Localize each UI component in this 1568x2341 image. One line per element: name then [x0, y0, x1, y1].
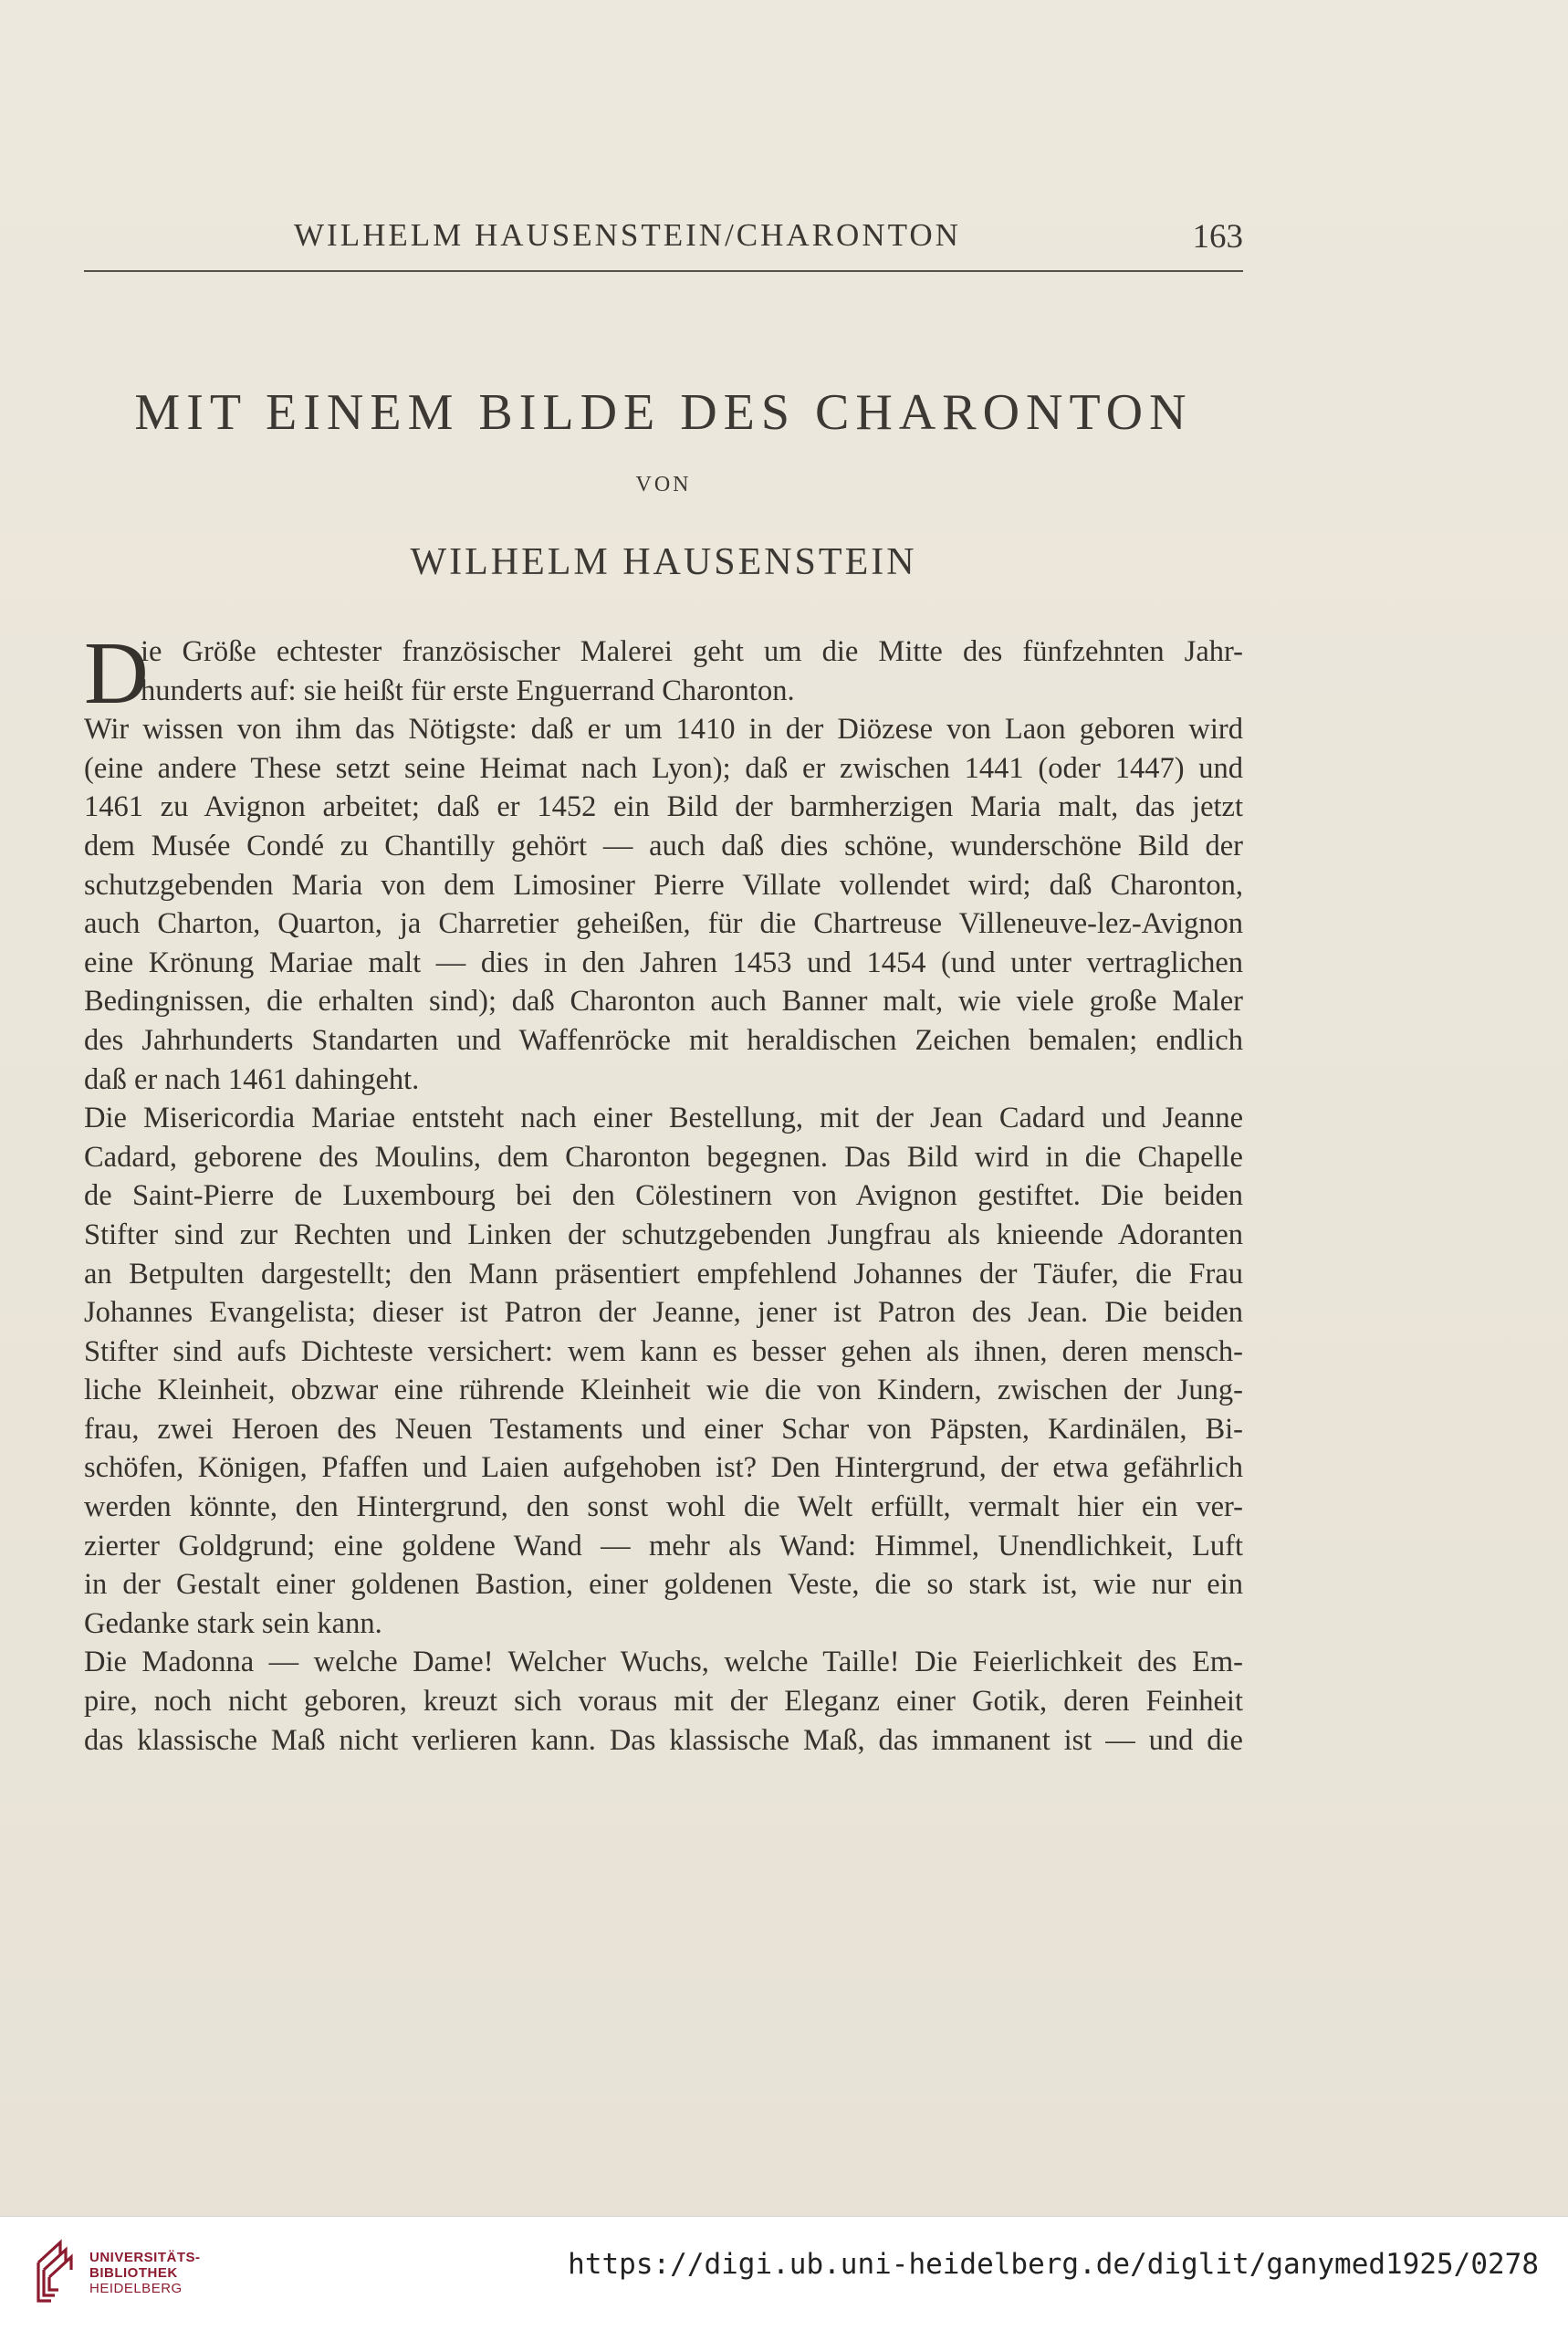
- text-line: Gedanke stark sein kann.: [84, 1606, 382, 1640]
- text-line: des Jahrhunderts Standarten und Waffenröcke mit heraldischen Zeichen bemalen; endlich: [84, 1023, 1243, 1057]
- article-title: MIT EINEM BILDE DES CHARONTON: [134, 384, 1193, 441]
- running-head: [84, 217, 1243, 272]
- byline-author: WILHELM HAUSENSTEIN: [410, 541, 917, 583]
- article-body: [84, 624, 1243, 1760]
- text-line: schutzgebenden Maria von dem Limosiner Pierre Villate vollendet wird; daß Charonton,: [84, 868, 1243, 902]
- text-line: liche Kleinheit, obzwar eine rührende Kleinheit wie die von Kindern, zwischen der Jung-: [84, 1374, 1243, 1407]
- text-line: das klassische Maß nicht verlieren kann. Das klassische Maß, das immanent ist — und die: [84, 1723, 1243, 1757]
- text-line: schöfen, Königen, Pfaffen und Laien aufgehoben ist? Den Hintergrund, der etwa gefährlich: [84, 1451, 1243, 1485]
- text-line: 1461 zu Avignon arbeitet; daß er 1452 ein Bild der barmherzigen Maria malt, das jetzt: [84, 790, 1243, 824]
- byline-von: VON: [635, 473, 692, 496]
- text-line: Stifter sind aufs Dichteste versichert: wem kann es besser gehen als ihnen, deren mensch-: [84, 1334, 1243, 1368]
- text-line: auch Charton, Quarton, ja Charretier geheißen, für die Chartreuse Villeneuve-lez-Avignon: [84, 907, 1243, 941]
- drop-cap: D: [84, 624, 149, 723]
- text-line: an Betpulten dargestellt; den Mann präsentiert empfehlend Johannes der Täufer, die Frau: [84, 1257, 1243, 1291]
- text-line: de Saint-Pierre de Luxembourg bei den Cölestinern von Avignon gestiftet. Die beiden: [84, 1179, 1243, 1213]
- text-line: pire, noch nicht geboren, kreuzt sich voraus mit der Eleganz einer Gotik, deren Feinheit: [84, 1685, 1243, 1719]
- text-line: Die Misericordia Mariae entsteht nach einer Bestellung, mit der Jean Cadard und Jeanne: [84, 1102, 1243, 1135]
- text-line: daß er nach 1461 dahingeht.: [84, 1062, 420, 1096]
- text-line: (eine andere These setzt seine Heimat nach Lyon); daß er zwischen 1441 (oder 1447) und: [84, 751, 1243, 785]
- text-line: Cadard, geborene des Moulins, dem Charonton begegnen. Das Bild wird in die Chapelle: [84, 1140, 1243, 1174]
- text-line: Die Madonna — welche Dame! Welcher Wuchs, welche Taille! Die Feierlichkeit des Em-: [84, 1646, 1243, 1679]
- header-rule: [84, 270, 1243, 272]
- university-library-logo-icon: [35, 2237, 82, 2306]
- page-number: 163: [1192, 218, 1243, 256]
- library-name: [89, 2250, 201, 2296]
- text-line: Johannes Evangelista; dieser ist Patron der Jeanne, jener ist Patron des Jean. Die beiden: [84, 1296, 1243, 1330]
- text-line: hunderts auf: sie heißt für erste Enguerrand Charonton.: [141, 674, 795, 707]
- library-name-line1: UNIVERSITÄTS-: [89, 2250, 201, 2265]
- text-line: frau, zwei Heroen des Neuen Testaments und einer Schar von Päpsten, Kardinälen, Bi-: [84, 1412, 1243, 1446]
- library-name-line3: HEIDELBERG: [89, 2281, 183, 2296]
- running-head-title: WILHELM HAUSENSTEIN/CHARONTON: [294, 217, 961, 253]
- library-name-line2: BIBLIOTHEK: [89, 2265, 178, 2281]
- text-line: Bedingnissen, die erhalten sind); daß Charonton auch Banner malt, wie viele große Maler: [84, 985, 1243, 1019]
- text-line: zierter Goldgrund; eine goldene Wand — mehr als Wand: Himmel, Unendlichkeit, Luft: [84, 1529, 1243, 1562]
- text-line: werden könnte, den Hintergrund, den sonst wohl die Welt erfüllt, vermalt hier ein ver-: [84, 1490, 1243, 1524]
- text-line: dem Musée Condé zu Chantilly gehört — auch daß dies schöne, wunderschöne Bild der: [84, 829, 1243, 862]
- digitization-footer: [0, 2216, 1568, 2341]
- text-line: ie Größe echtester französischer Malerei geht um die Mitte des fünfzehnten Jahr-: [141, 635, 1243, 668]
- text-line: eine Krönung Mariae malt — dies in den Jahren 1453 und 1454 (und unter vertraglichen: [84, 946, 1243, 979]
- text-line: in der Gestalt einer goldenen Bastion, einer goldenen Veste, die so stark ist, wie nur ein: [84, 1568, 1243, 1602]
- source-url-link[interactable]: https://digi.ub.uni-heidelberg.de/diglit/ganymed1925/0278: [568, 2248, 1539, 2281]
- text-line: Stifter sind zur Rechten und Linken der schutzgebenden Jungfrau als knieende Adoranten: [84, 1218, 1243, 1251]
- text-line: Wir wissen von ihm das Nötigste: daß er um 1410 in der Diözese von Laon geboren wird: [84, 713, 1243, 747]
